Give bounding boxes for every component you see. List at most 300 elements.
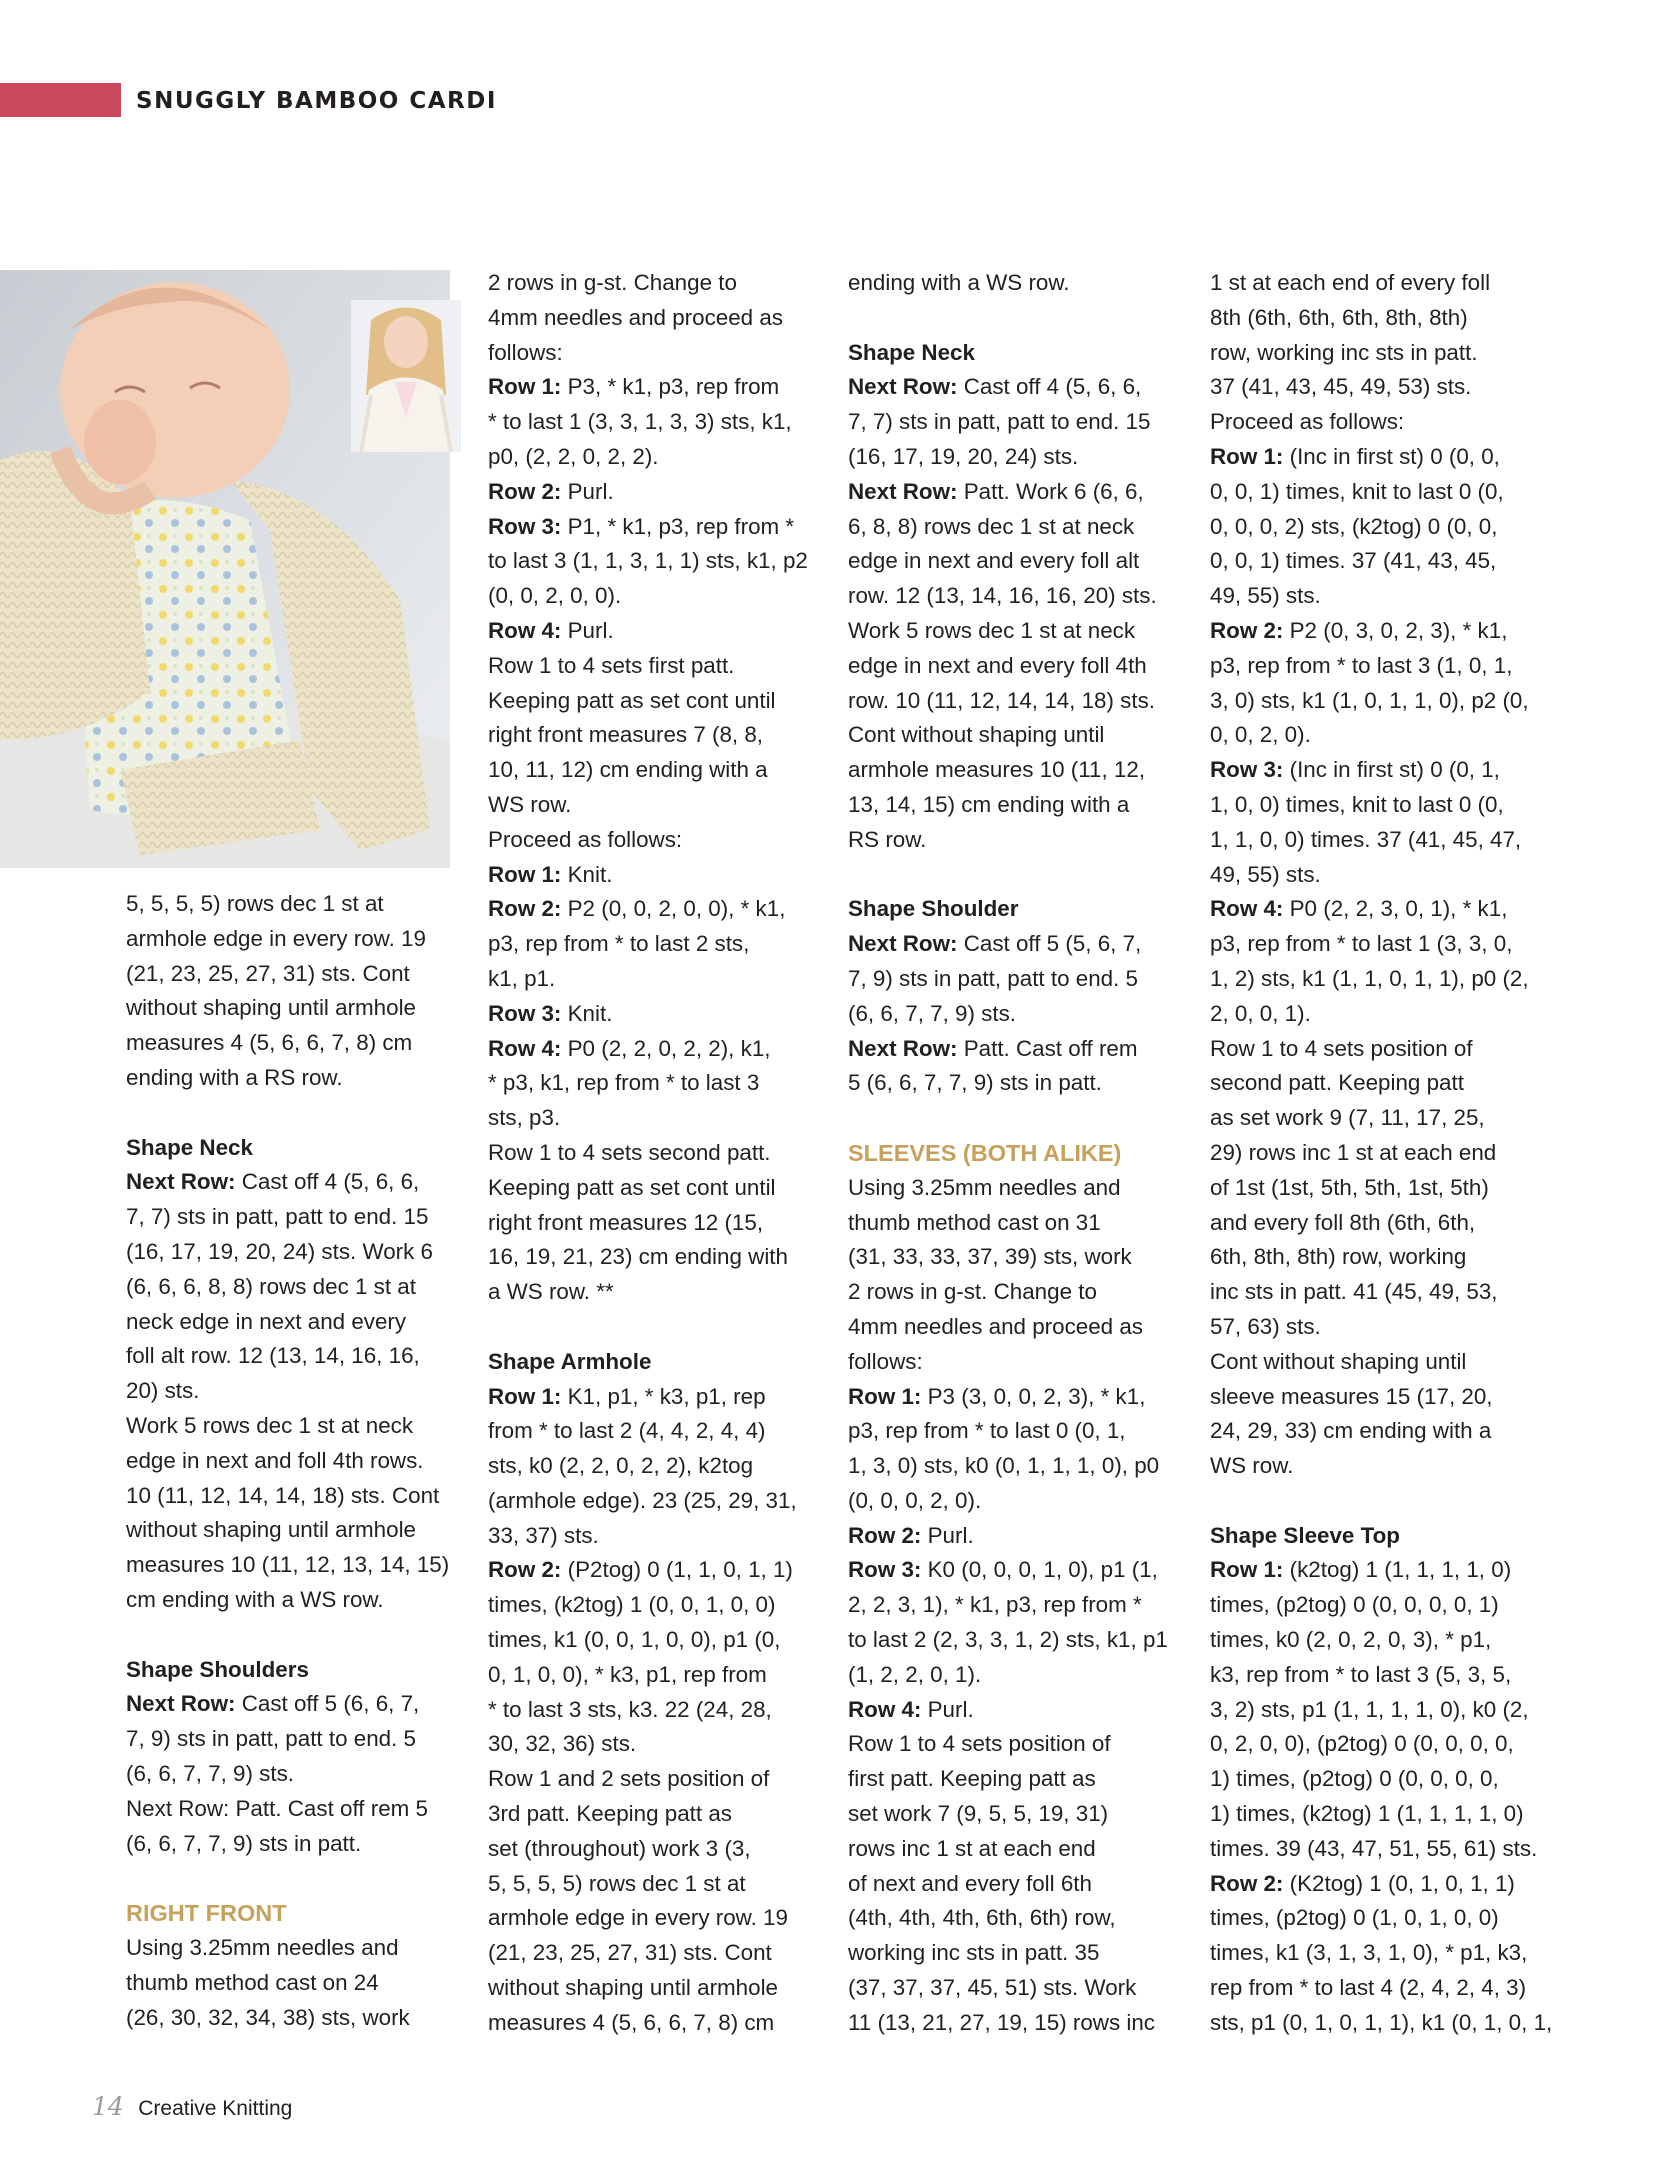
pattern-text-line bbox=[488, 823, 833, 858]
pattern-text-line bbox=[126, 1513, 471, 1548]
line-text: Cont without shaping until bbox=[848, 722, 1105, 748]
pattern-text-line bbox=[488, 997, 833, 1032]
pattern-text-line bbox=[848, 614, 1193, 649]
girl-cardigan-thumbnail-photo bbox=[351, 300, 461, 452]
line-text: 1, 1, 0, 0) times. 37 (41, 45, 47, bbox=[1210, 826, 1522, 852]
pattern-text-line bbox=[126, 2001, 471, 2036]
pattern-text-line bbox=[848, 1484, 1193, 1519]
pattern-text-line bbox=[488, 510, 833, 545]
line-text: to last 2 (2, 3, 3, 1, 2) sts, k1, p1 bbox=[848, 1627, 1168, 1653]
line-text: armhole measures 10 (11, 12, bbox=[848, 757, 1146, 783]
line-text: 30, 32, 36) sts. bbox=[488, 1731, 637, 1757]
pattern-text-line bbox=[126, 991, 471, 1026]
subheading: Shape Shoulders bbox=[126, 1656, 309, 1682]
pattern-text-line bbox=[126, 1305, 471, 1340]
pattern-text-line bbox=[1210, 892, 1555, 927]
pattern-text-line bbox=[848, 1727, 1193, 1762]
pattern-text-line bbox=[488, 336, 833, 371]
line-text: 20) sts. bbox=[126, 1378, 200, 1404]
pattern-text-line bbox=[488, 1449, 833, 1484]
line-text: (1, 2, 2, 0, 1). bbox=[848, 1661, 982, 1687]
line-text: (6, 6, 6, 8, 8) rows dec 1 st at bbox=[126, 1273, 416, 1299]
line-text: RS row. bbox=[848, 826, 927, 852]
pattern-text-line bbox=[126, 1479, 471, 1514]
line-text: sts, p3. bbox=[488, 1105, 561, 1131]
row-label: Row 3: bbox=[488, 1000, 562, 1026]
line-text: follows: bbox=[488, 339, 563, 365]
pattern-text-line bbox=[1210, 1971, 1555, 2006]
line-text: of 1st (1st, 5th, 5th, 1st, 5th) bbox=[1210, 1174, 1489, 1200]
pattern-text-line bbox=[488, 475, 833, 510]
pattern-text-line bbox=[126, 1931, 471, 1966]
pattern-text-line bbox=[488, 1380, 833, 1415]
pattern-text-line bbox=[488, 1032, 833, 1067]
pattern-text-line bbox=[848, 649, 1193, 684]
pattern-text-line bbox=[126, 1339, 471, 1374]
line-text: to last 3 (1, 1, 3, 1, 1) sts, k1, p2 bbox=[488, 548, 808, 574]
blank-line bbox=[848, 858, 1193, 893]
row-label: Row 3: bbox=[1210, 757, 1284, 783]
pattern-text-line bbox=[488, 1484, 833, 1519]
line-text: sts, p1 (0, 1, 0, 1, 1), k1 (0, 1, 0, 1, bbox=[1210, 2009, 1553, 2035]
line-text: (Inc in first st) 0 (0, 1, bbox=[1283, 757, 1500, 783]
row-label: Row 1: bbox=[848, 1383, 922, 1409]
row-label: Row 4: bbox=[488, 617, 562, 643]
pattern-text-line bbox=[488, 1136, 833, 1171]
pattern-text-line bbox=[1210, 1449, 1555, 1484]
line-text: (K2tog) 1 (0, 1, 0, 1, 1) bbox=[1283, 1870, 1515, 1896]
pattern-text-line bbox=[848, 1867, 1193, 1902]
row-label: Row 1: bbox=[1210, 443, 1284, 469]
line-text: k1, p1. bbox=[488, 965, 556, 991]
pattern-text-line bbox=[848, 997, 1193, 1032]
subheading: Shape Shoulder bbox=[848, 896, 1019, 922]
line-text: Cast off 4 (5, 6, 6, bbox=[957, 374, 1142, 400]
line-text: P0 (2, 2, 3, 0, 1), * k1, bbox=[1283, 896, 1508, 922]
pattern-text-line bbox=[126, 1235, 471, 1270]
pattern-text-line bbox=[848, 1623, 1193, 1658]
line-text: (21, 23, 25, 27, 31) sts. Cont bbox=[126, 960, 410, 986]
line-text: P3, * k1, p3, rep from bbox=[561, 374, 780, 400]
pattern-text-line bbox=[1210, 1762, 1555, 1797]
subheading: Shape Sleeve Top bbox=[1210, 1522, 1400, 1548]
pattern-text-line bbox=[848, 1171, 1193, 1206]
line-text: working inc sts in patt. 35 bbox=[848, 1940, 1100, 1966]
line-text: k3, rep from * to last 3 (5, 3, 5, bbox=[1210, 1661, 1512, 1687]
pattern-text-line bbox=[488, 405, 833, 440]
subheading: Shape Neck bbox=[848, 339, 975, 365]
line-text: set work 7 (9, 5, 5, 19, 31) bbox=[848, 1801, 1109, 1827]
line-text: (k2tog) 1 (1, 1, 1, 1, 0) bbox=[1283, 1557, 1512, 1583]
pattern-text-line bbox=[488, 962, 833, 997]
blank-line bbox=[848, 301, 1193, 336]
line-text: Cont without shaping until bbox=[1210, 1348, 1467, 1374]
pattern-text-line bbox=[126, 1722, 471, 1757]
pattern-text-line bbox=[1210, 1380, 1555, 1415]
blank-line bbox=[488, 1310, 833, 1345]
line-text: without shaping until armhole bbox=[488, 1975, 779, 2001]
pattern-text-line bbox=[488, 1206, 833, 1241]
line-text: Knit. bbox=[561, 861, 613, 887]
pattern-text-line bbox=[848, 1519, 1193, 1554]
pattern-text-line bbox=[1210, 370, 1555, 405]
pattern-text-line bbox=[488, 1936, 833, 1971]
line-text: 8th (6th, 6th, 6th, 8th, 8th) bbox=[1210, 304, 1468, 330]
line-text: row, working inc sts in patt. bbox=[1210, 339, 1478, 365]
line-text: Row 1 to 4 sets position of bbox=[848, 1731, 1111, 1757]
pattern-text-line bbox=[848, 1032, 1193, 1067]
pattern-text-line bbox=[848, 1206, 1193, 1241]
pattern-text-line bbox=[1210, 1345, 1555, 1380]
line-text: and every foll 8th (6th, 6th, bbox=[1210, 1209, 1476, 1235]
line-text: times, (p2tog) 0 (0, 0, 0, 0, 1) bbox=[1210, 1592, 1499, 1618]
page-number: 14 bbox=[92, 2092, 124, 2121]
line-text: 0, 1, 0, 0), * k3, p1, rep from bbox=[488, 1661, 767, 1687]
pattern-text-line bbox=[1210, 475, 1555, 510]
line-text: a WS row. ** bbox=[488, 1279, 614, 1305]
pattern-text-line bbox=[848, 544, 1193, 579]
header-accent-bar bbox=[0, 83, 121, 117]
pattern-text-line bbox=[848, 510, 1193, 545]
pattern-text-line bbox=[1210, 405, 1555, 440]
line-text: * p3, k1, rep from * to last 3 bbox=[488, 1070, 760, 1096]
pattern-text-line bbox=[1210, 1832, 1555, 1867]
line-text: ending with a RS row. bbox=[126, 1064, 343, 1090]
line-text: 6, 8, 8) rows dec 1 st at neck bbox=[848, 513, 1135, 539]
pattern-text-line bbox=[1210, 544, 1555, 579]
section-heading: SLEEVES (BOTH ALIKE) bbox=[848, 1139, 1122, 1166]
pattern-text-line bbox=[488, 266, 833, 301]
line-text: Purl. bbox=[561, 617, 614, 643]
line-text: thumb method cast on 31 bbox=[848, 1209, 1101, 1235]
blank-line bbox=[1210, 1484, 1555, 1519]
line-text: 7, 9) sts in patt, patt to end. 5 bbox=[126, 1726, 417, 1752]
line-text: of next and every foll 6th bbox=[848, 1870, 1092, 1896]
line-text: sts, k0 (2, 2, 0, 2, 2), k2tog bbox=[488, 1453, 754, 1479]
pattern-column-3 bbox=[848, 266, 1193, 2041]
pattern-text-line bbox=[1210, 579, 1555, 614]
line-text: WS row. bbox=[1210, 1453, 1294, 1479]
line-text: (P2tog) 0 (1, 1, 0, 1, 1) bbox=[561, 1557, 793, 1583]
pattern-column-1 bbox=[126, 887, 471, 2035]
line-text: p3, rep from * to last 3 (1, 0, 1, bbox=[1210, 652, 1513, 678]
pattern-text-line bbox=[848, 684, 1193, 719]
line-text: P2 (0, 0, 2, 0, 0), * k1, bbox=[561, 896, 786, 922]
pattern-text-line bbox=[126, 922, 471, 957]
pattern-text-line bbox=[1210, 1206, 1555, 1241]
line-text: p3, rep from * to last 1 (3, 3, 0, bbox=[1210, 931, 1513, 957]
pattern-text-line bbox=[848, 1658, 1193, 1693]
pattern-text-line bbox=[488, 858, 833, 893]
line-text: Row 1 and 2 sets position of bbox=[488, 1766, 770, 1792]
pattern-text-line bbox=[126, 1444, 471, 1479]
pattern-text-line bbox=[848, 370, 1193, 405]
line-text: measures 4 (5, 6, 6, 7, 8) cm bbox=[126, 1030, 413, 1056]
pattern-text-line bbox=[848, 1762, 1193, 1797]
line-text: Cast off 5 (5, 6, 7, bbox=[957, 931, 1142, 957]
pattern-text-line bbox=[848, 1553, 1193, 1588]
line-text: edge in next and every foll alt bbox=[848, 548, 1140, 574]
pattern-text-line bbox=[488, 927, 833, 962]
pattern-text-line bbox=[1210, 1553, 1555, 1588]
line-text: measures 4 (5, 6, 6, 7, 8) cm bbox=[488, 2009, 775, 2035]
pattern-text-line bbox=[488, 2006, 833, 2041]
line-text: Purl. bbox=[921, 1696, 974, 1722]
pattern-text-line bbox=[488, 1867, 833, 1902]
line-text: Purl. bbox=[921, 1522, 974, 1548]
pattern-text-line bbox=[848, 1414, 1193, 1449]
line-text: Patt. Cast off rem bbox=[957, 1035, 1138, 1061]
pattern-text-line bbox=[488, 1275, 833, 1310]
line-text: 10, 11, 12) cm ending with a bbox=[488, 757, 768, 783]
row-label: Row 1: bbox=[488, 1383, 562, 1409]
pattern-text-line bbox=[488, 718, 833, 753]
pattern-text-line bbox=[488, 788, 833, 823]
pattern-text-line bbox=[488, 1588, 833, 1623]
pattern-text-line bbox=[848, 1693, 1193, 1728]
pattern-text-line bbox=[1210, 2006, 1555, 2041]
pattern-text-line bbox=[1210, 997, 1555, 1032]
section-heading: RIGHT FRONT bbox=[126, 1900, 287, 1927]
pattern-text-line bbox=[488, 440, 833, 475]
line-text: ending with a WS row. bbox=[848, 270, 1070, 295]
line-text: Knit. bbox=[561, 1000, 613, 1026]
row-label: Row 2: bbox=[1210, 617, 1284, 643]
line-text: row. 12 (13, 14, 16, 16, 20) sts. bbox=[848, 583, 1157, 609]
line-text: 7, 9) sts in patt, patt to end. 5 bbox=[848, 965, 1139, 991]
pattern-text-line bbox=[126, 1200, 471, 1235]
line-text: 4mm needles and proceed as bbox=[848, 1313, 1143, 1339]
row-label: Next Row: bbox=[126, 1691, 236, 1717]
line-text: 1) times, (k2tog) 1 (1, 1, 1, 1, 0) bbox=[1210, 1801, 1524, 1827]
line-text: (6, 6, 7, 7, 9) sts in patt. bbox=[126, 1830, 362, 1856]
line-text: P1, * k1, p3, rep from * bbox=[561, 513, 795, 539]
line-text: 3rd patt. Keeping patt as bbox=[488, 1801, 732, 1827]
line-text: 2 rows in g-st. Change to bbox=[848, 1279, 1097, 1305]
pattern-text-line bbox=[1210, 1901, 1555, 1936]
pattern-text-line bbox=[1210, 1136, 1555, 1171]
pattern-text-line bbox=[1210, 440, 1555, 475]
pattern-text-line bbox=[126, 1757, 471, 1792]
pattern-text-line bbox=[488, 1693, 833, 1728]
line-text: 16, 19, 21, 23) cm ending with bbox=[488, 1244, 788, 1270]
line-text: P2 (0, 3, 0, 2, 3), * k1, bbox=[1283, 617, 1508, 643]
line-text: 13, 14, 15) cm ending with a bbox=[848, 791, 1130, 817]
pattern-text-line bbox=[1210, 614, 1555, 649]
line-text: Work 5 rows dec 1 st at neck bbox=[126, 1412, 414, 1438]
pattern-text-line bbox=[1210, 1066, 1555, 1101]
pattern-text-line bbox=[1210, 718, 1555, 753]
line-text: (31, 33, 33, 37, 39) sts, work bbox=[848, 1244, 1132, 1270]
pattern-text-line bbox=[1210, 684, 1555, 719]
line-text: 0, 0, 1) times, knit to last 0 (0, bbox=[1210, 478, 1504, 504]
row-label: Row 1: bbox=[488, 861, 562, 887]
pattern-text-line bbox=[1210, 858, 1555, 893]
pattern-text-line bbox=[126, 1270, 471, 1305]
line-text: 2, 2, 3, 1), * k1, p3, rep from * bbox=[848, 1592, 1142, 1618]
line-text: Cast off 4 (5, 6, 6, bbox=[235, 1169, 420, 1195]
row-label: Row 3: bbox=[488, 513, 562, 539]
line-text: armhole edge in every row. 19 bbox=[126, 925, 426, 951]
line-text: 1 st at each end of every foll bbox=[1210, 270, 1491, 295]
row-label: Row 4: bbox=[488, 1035, 562, 1061]
pattern-text-line bbox=[488, 1901, 833, 1936]
pattern-text-line bbox=[488, 301, 833, 336]
pattern-text-line bbox=[1210, 1936, 1555, 1971]
line-text: p3, rep from * to last 0 (0, 1, bbox=[848, 1418, 1126, 1444]
pattern-text-line bbox=[126, 1548, 471, 1583]
row-label: Next Row: bbox=[848, 1035, 958, 1061]
pattern-text-line bbox=[1210, 266, 1555, 301]
line-text: 33, 37) sts. bbox=[488, 1522, 599, 1548]
pattern-text-line bbox=[848, 753, 1193, 788]
pattern-text-line bbox=[848, 1275, 1193, 1310]
pattern-text-line bbox=[488, 1762, 833, 1797]
line-text: times, (p2tog) 0 (1, 0, 1, 0, 0) bbox=[1210, 1905, 1499, 1931]
line-text: thumb method cast on 24 bbox=[126, 1969, 379, 1995]
line-text: Proceed as follows: bbox=[1210, 409, 1405, 435]
line-text: Keeping patt as set cont until bbox=[488, 687, 776, 713]
line-text: second patt. Keeping patt bbox=[1210, 1070, 1464, 1096]
line-text: Purl. bbox=[561, 478, 614, 504]
pattern-text-line bbox=[1210, 301, 1555, 336]
pattern-text-line bbox=[848, 788, 1193, 823]
line-text: Work 5 rows dec 1 st at neck bbox=[848, 617, 1136, 643]
line-text: 5, 5, 5, 5) rows dec 1 st at bbox=[126, 891, 384, 916]
line-text: (4th, 4th, 4th, 6th, 6th) row, bbox=[848, 1905, 1116, 1931]
line-text: measures 10 (11, 12, 13, 14, 15) bbox=[126, 1552, 450, 1578]
line-text: Row 1 to 4 sets position of bbox=[1210, 1035, 1473, 1061]
pattern-text-line bbox=[848, 1588, 1193, 1623]
line-text: edge in next and every foll 4th bbox=[848, 652, 1147, 678]
pattern-text-line bbox=[488, 1101, 833, 1136]
row-label: Row 2: bbox=[488, 478, 562, 504]
pattern-text-line bbox=[1210, 1101, 1555, 1136]
line-text: 1, 2) sts, k1 (1, 1, 0, 1, 1), p0 (2, bbox=[1210, 965, 1529, 991]
line-text: (Inc in first st) 0 (0, 0, bbox=[1283, 443, 1500, 469]
pattern-text-line bbox=[488, 649, 833, 684]
pattern-text-line bbox=[848, 962, 1193, 997]
pattern-text-line bbox=[126, 887, 471, 922]
line-text: 0, 0, 2, 0). bbox=[1210, 722, 1311, 748]
subheading: Shape Neck bbox=[126, 1134, 253, 1160]
blank-line bbox=[126, 1096, 471, 1131]
line-text: 5, 5, 5, 5) rows dec 1 st at bbox=[488, 1870, 746, 1896]
line-text: rep from * to last 4 (2, 4, 2, 4, 3) bbox=[1210, 1975, 1527, 2001]
pattern-text-line bbox=[1210, 336, 1555, 371]
pattern-text-line bbox=[488, 1240, 833, 1275]
row-label: Row 3: bbox=[848, 1557, 922, 1583]
pattern-column-2 bbox=[488, 266, 833, 2041]
pattern-text-line bbox=[1210, 1727, 1555, 1762]
line-text: (0, 0, 0, 2, 0). bbox=[848, 1487, 982, 1513]
line-text: (armhole edge). 23 (25, 29, 31, bbox=[488, 1487, 797, 1513]
pattern-text-line bbox=[848, 440, 1193, 475]
line-text: 49, 55) sts. bbox=[1210, 583, 1321, 609]
line-text: 57, 63) sts. bbox=[1210, 1313, 1321, 1339]
row-label: Next Row: bbox=[848, 478, 958, 504]
line-text: * to last 3 sts, k3. 22 (24, 28, bbox=[488, 1696, 772, 1722]
line-text: inc sts in patt. 41 (45, 49, 53, bbox=[1210, 1279, 1498, 1305]
line-text: Proceed as follows: bbox=[488, 826, 683, 852]
row-label: Row 1: bbox=[488, 374, 562, 400]
pattern-text-line bbox=[488, 579, 833, 614]
pattern-text-line bbox=[488, 1066, 833, 1101]
line-text: 7, 7) sts in patt, patt to end. 15 bbox=[126, 1204, 429, 1230]
line-text: P0 (2, 2, 0, 2, 2), k1, bbox=[561, 1035, 771, 1061]
line-text: foll alt row. 12 (13, 14, 16, 16, bbox=[126, 1343, 420, 1369]
line-text: K0 (0, 0, 0, 1, 0), p1 (1, bbox=[921, 1557, 1158, 1583]
row-label: Next Row: bbox=[848, 374, 958, 400]
line-text: right front measures 12 (15, bbox=[488, 1209, 764, 1235]
pattern-text-line bbox=[126, 1966, 471, 2001]
pattern-text-line bbox=[126, 1374, 471, 1409]
blank-line bbox=[848, 1101, 1193, 1136]
line-text: (0, 0, 2, 0, 0). bbox=[488, 583, 622, 609]
pattern-text-line bbox=[126, 1061, 471, 1096]
pattern-text-line bbox=[848, 475, 1193, 510]
pattern-text-line bbox=[848, 823, 1193, 858]
pattern-text-line bbox=[126, 1026, 471, 1061]
pattern-text-line bbox=[848, 718, 1193, 753]
line-text: Next Row: Patt. Cast off rem 5 bbox=[126, 1795, 428, 1821]
line-text: Patt. Work 6 (6, 6, bbox=[957, 478, 1144, 504]
pattern-text-line bbox=[1210, 788, 1555, 823]
row-label: Next Row: bbox=[848, 931, 958, 957]
row-label: Row 2: bbox=[488, 896, 562, 922]
pattern-text-line bbox=[848, 1936, 1193, 1971]
line-text: (16, 17, 19, 20, 24) sts. bbox=[848, 443, 1079, 469]
pattern-text-line bbox=[1210, 1240, 1555, 1275]
pattern-text-line bbox=[488, 1414, 833, 1449]
pattern-text-line bbox=[488, 544, 833, 579]
pattern-column-4 bbox=[1210, 266, 1555, 2041]
pattern-text-line bbox=[488, 1553, 833, 1588]
line-text: without shaping until armhole bbox=[126, 995, 417, 1021]
line-text: Row 1 to 4 sets first patt. bbox=[488, 652, 735, 678]
line-text: edge in next and foll 4th rows. bbox=[126, 1447, 424, 1473]
line-text: K1, p1, * k3, p1, rep bbox=[561, 1383, 766, 1409]
pattern-text-line bbox=[1210, 823, 1555, 858]
pattern-text-line bbox=[1210, 649, 1555, 684]
publication-name: Creative Knitting bbox=[138, 2097, 293, 2120]
pattern-text-line bbox=[488, 614, 833, 649]
line-text: 5 (6, 6, 7, 7, 9) sts in patt. bbox=[848, 1070, 1102, 1096]
line-text: row. 10 (11, 12, 14, 14, 18) sts. bbox=[848, 687, 1156, 713]
line-text: 37 (41, 43, 45, 49, 53) sts. bbox=[1210, 374, 1472, 400]
line-text: (37, 37, 37, 45, 51) sts. Work bbox=[848, 1975, 1137, 2001]
line-text: 1, 0, 0) times, knit to last 0 (0, bbox=[1210, 791, 1504, 817]
pattern-text-line bbox=[848, 579, 1193, 614]
line-text: rows inc 1 st at each end bbox=[848, 1835, 1096, 1861]
line-text: neck edge in next and every bbox=[126, 1308, 407, 1334]
pattern-text-line bbox=[848, 266, 1193, 301]
line-text: (16, 17, 19, 20, 24) sts. Work 6 bbox=[126, 1238, 433, 1264]
line-text: armhole edge in every row. 19 bbox=[488, 1905, 788, 1931]
pattern-text-line bbox=[1210, 1032, 1555, 1067]
line-text: cm ending with a WS row. bbox=[126, 1586, 384, 1612]
line-text: 49, 55) sts. bbox=[1210, 861, 1321, 887]
line-text: 0, 0, 1) times. 37 (41, 43, 45, bbox=[1210, 548, 1497, 574]
line-text: 6th, 8th, 8th) row, working bbox=[1210, 1244, 1467, 1270]
row-label: Row 4: bbox=[1210, 896, 1284, 922]
row-label: Row 1: bbox=[1210, 1557, 1284, 1583]
line-text: 0, 2, 0, 0), (p2tog) 0 (0, 0, 0, 0, bbox=[1210, 1731, 1514, 1757]
line-text: 2, 0, 0, 1). bbox=[1210, 1000, 1311, 1026]
pattern-text-line bbox=[126, 957, 471, 992]
line-text: times, (k2tog) 1 (0, 0, 1, 0, 0) bbox=[488, 1592, 776, 1618]
row-label: Row 4: bbox=[848, 1696, 922, 1722]
